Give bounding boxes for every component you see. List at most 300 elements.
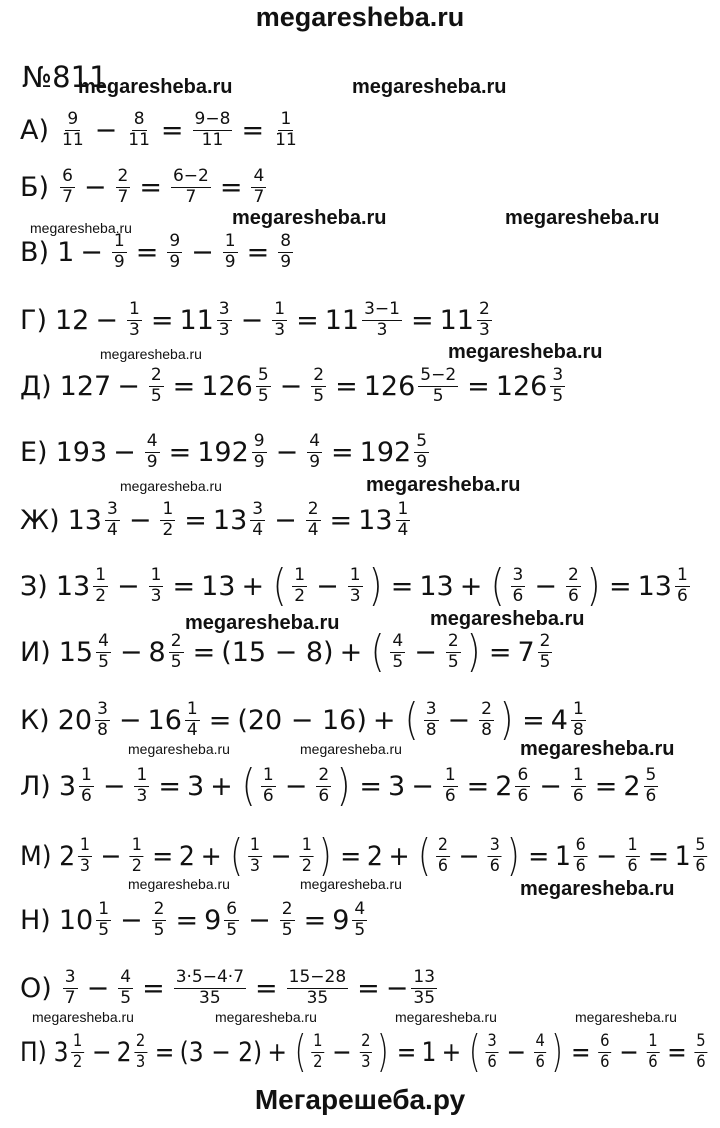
- left-paren: (: [417, 830, 431, 881]
- math-operator: =: [390, 570, 414, 602]
- fraction: [193, 108, 233, 150]
- fraction: [571, 698, 586, 740]
- math-term: 3: [388, 770, 406, 802]
- math-operator: −: [100, 840, 122, 872]
- math-operator: =: [467, 370, 490, 402]
- fraction-numerator: 1: [72, 1030, 83, 1051]
- fraction-numerator: 1: [274, 298, 286, 319]
- math-operator: −: [94, 114, 118, 146]
- fraction-denominator: 2: [162, 519, 174, 540]
- fraction-numerator: 2: [307, 498, 319, 519]
- fraction-numerator: 1: [249, 834, 261, 855]
- math-term: 13: [419, 570, 454, 602]
- parenthesized-group: [415, 830, 522, 881]
- fraction: [348, 564, 363, 606]
- fraction-denominator: 35: [413, 987, 436, 1008]
- math-operator: =: [168, 436, 192, 468]
- math-term: 126: [201, 370, 253, 402]
- fraction-numerator: 1: [162, 498, 174, 519]
- math-operator: −: [248, 904, 271, 936]
- math-term: 1: [554, 840, 571, 872]
- fraction-numerator: 1: [79, 834, 90, 855]
- math-operator: =: [219, 171, 243, 203]
- math-operator: −: [117, 370, 140, 402]
- fraction-numerator: 2: [281, 898, 293, 919]
- right-paren: ): [319, 830, 332, 881]
- fraction-numerator: 1: [648, 1030, 658, 1051]
- fraction-numerator: 4: [98, 630, 109, 651]
- fraction: [250, 498, 265, 540]
- fraction-denominator: 4: [186, 719, 198, 740]
- math-operator: =: [303, 904, 327, 936]
- fraction-denominator: 5: [153, 919, 165, 940]
- fraction: [160, 498, 175, 540]
- fraction: [79, 764, 94, 806]
- math-expression: [57, 694, 589, 745]
- fraction-denominator: 6: [676, 585, 688, 606]
- fraction-numerator: 1: [627, 834, 638, 855]
- fraction-numerator: 4: [354, 898, 366, 919]
- fraction-denominator: 8: [481, 719, 492, 740]
- fraction-denominator: 5: [120, 987, 132, 1008]
- line-label: И): [20, 636, 51, 668]
- fraction-denominator: 3: [361, 1051, 371, 1072]
- math-operator: −: [447, 704, 471, 736]
- fraction: [566, 564, 581, 606]
- math-term: 126: [495, 370, 548, 402]
- fraction-numerator: 3: [64, 966, 76, 987]
- parenthesized-group: [270, 560, 385, 611]
- parenthesized-group: [368, 626, 483, 677]
- fraction-numerator: 6: [62, 165, 73, 186]
- fraction: [477, 298, 492, 340]
- fraction-denominator: 8: [572, 719, 584, 740]
- math-operator: =: [241, 114, 265, 146]
- math-term: 192: [197, 436, 249, 468]
- math-operator: +: [267, 1036, 287, 1068]
- fraction-denominator: 6: [487, 1051, 497, 1072]
- fraction: [152, 898, 167, 940]
- right-paren: ): [466, 626, 481, 677]
- line-label: П): [20, 1036, 47, 1068]
- fraction-denominator: 6: [627, 855, 638, 876]
- site-footer: Мегарешеба.ру: [254, 1084, 466, 1115]
- math-operator: =: [150, 304, 174, 336]
- math-expression: [53, 1026, 710, 1077]
- fraction-denominator: 5: [392, 651, 404, 672]
- math-operator: −: [458, 840, 480, 872]
- math-operator: =: [359, 770, 382, 802]
- watermark: megaresheba.ru: [100, 346, 202, 362]
- right-paren: ): [377, 1026, 390, 1077]
- math-operator: =: [667, 1036, 687, 1068]
- fraction-numerator: 2: [447, 630, 459, 651]
- fraction-denominator: 9: [146, 451, 158, 472]
- fraction-numerator: 1: [280, 108, 292, 129]
- fraction-numerator: 2: [117, 165, 129, 186]
- fraction: [251, 165, 266, 207]
- fraction: [149, 364, 164, 406]
- fraction-denominator: 6: [444, 785, 456, 806]
- line-label: Е): [20, 436, 48, 468]
- fraction-denominator: 9: [253, 451, 265, 472]
- fraction: [145, 430, 160, 472]
- math-operator: +: [372, 704, 396, 736]
- math-operator: =: [410, 304, 434, 336]
- fraction: [273, 108, 299, 150]
- math-operator: =: [172, 370, 196, 402]
- math-expression: [55, 298, 495, 340]
- math-term: 13: [358, 504, 393, 536]
- fraction: [95, 698, 110, 740]
- fraction-numerator: 5: [257, 364, 269, 385]
- solution-line: [20, 756, 661, 816]
- fraction: [675, 564, 690, 606]
- problem-number: №811: [22, 60, 108, 94]
- math-operator: =: [357, 972, 380, 1004]
- fraction-numerator: 8: [280, 230, 292, 251]
- math-operator: −: [86, 972, 110, 1004]
- fraction-denominator: 9: [309, 451, 321, 472]
- fraction-numerator: 6: [600, 1030, 610, 1051]
- math-term: 13: [212, 504, 248, 536]
- fraction-numerator: 1: [444, 764, 456, 785]
- math-operator: −: [80, 236, 103, 268]
- math-operator: −: [128, 504, 152, 536]
- math-operator: −: [274, 504, 297, 536]
- parenthesized-group: [239, 760, 354, 811]
- fraction: [311, 364, 326, 406]
- fraction-denominator: 5: [432, 385, 444, 406]
- fraction-denominator: 5: [150, 385, 162, 406]
- math-expression: [57, 165, 269, 207]
- watermark: megaresheba.ru: [575, 1009, 677, 1025]
- fraction-denominator: 6: [262, 785, 274, 806]
- left-paren: (: [241, 760, 256, 811]
- fraction-denominator: 7: [62, 186, 73, 207]
- fraction-denominator: 4: [252, 519, 264, 540]
- fraction-numerator: 2: [313, 364, 325, 385]
- math-operator: =: [571, 1036, 591, 1068]
- fraction: [112, 230, 127, 272]
- fraction-numerator: 9: [67, 108, 79, 129]
- fraction-denominator: 5: [257, 385, 269, 406]
- fraction-numerator: 1: [301, 834, 312, 855]
- line-label: З): [20, 570, 48, 602]
- fraction: [306, 498, 321, 540]
- fraction-numerator: 1: [113, 230, 125, 251]
- fraction-numerator: 6: [575, 834, 586, 855]
- math-operator: −: [284, 770, 308, 802]
- math-operator: =: [594, 770, 618, 802]
- line-label: В): [20, 236, 50, 268]
- fraction-denominator: 6: [572, 785, 584, 806]
- fraction: [488, 834, 502, 876]
- math-term: 11: [439, 304, 474, 336]
- fraction-numerator: 2: [478, 298, 490, 319]
- math-operator: −: [95, 304, 118, 336]
- math-term: −: [385, 972, 409, 1004]
- fraction-denominator: 6: [437, 855, 449, 876]
- fraction-numerator: 3·5−4·7: [175, 966, 245, 987]
- fraction: [60, 108, 86, 150]
- math-operator: +: [388, 840, 410, 872]
- fraction-numerator: 1: [397, 498, 409, 519]
- math-operator: =: [522, 704, 545, 736]
- math-operator: =: [172, 570, 196, 602]
- fraction-denominator: 6: [535, 1051, 545, 1072]
- fraction-denominator: 6: [512, 585, 524, 606]
- math-operator: −: [191, 236, 214, 268]
- left-paren: (: [370, 626, 385, 677]
- math-term: 11: [179, 304, 214, 336]
- watermark: megaresheba.ru: [520, 878, 675, 900]
- math-term: 2: [178, 840, 195, 872]
- math-operator: =: [528, 840, 550, 872]
- math-term: 127: [59, 370, 112, 402]
- watermark: megaresheba.ru: [32, 1009, 134, 1025]
- fraction: [316, 764, 331, 806]
- math-operator: −: [275, 436, 299, 468]
- fraction-denominator: 8: [97, 719, 108, 740]
- line-label: К): [20, 704, 50, 736]
- fraction: [550, 364, 565, 406]
- fraction: [418, 364, 458, 406]
- fraction-denominator: 6: [81, 785, 92, 806]
- site-header: megaresheba.ru: [255, 2, 465, 32]
- math-expression: [55, 430, 432, 472]
- fraction: [272, 298, 287, 340]
- parenthesized-group: [488, 560, 603, 611]
- line-label: Л): [20, 770, 51, 802]
- math-operator: −: [91, 1036, 112, 1068]
- fraction-numerator: 1: [186, 698, 198, 719]
- fraction: [223, 230, 238, 272]
- watermark: megaresheba.ru: [215, 1009, 317, 1025]
- fraction-denominator: 5: [354, 919, 366, 940]
- math-operator: +: [241, 570, 265, 602]
- fraction-numerator: 1: [98, 898, 110, 919]
- fraction-denominator: 3: [249, 855, 261, 876]
- right-paren: ): [551, 1026, 564, 1077]
- math-operator: =: [255, 972, 278, 1004]
- fraction-denominator: 7: [185, 186, 197, 207]
- fraction-numerator: 1: [294, 564, 306, 585]
- fraction-denominator: 4: [106, 519, 118, 540]
- line-label: Б): [20, 171, 50, 203]
- fraction-numerator: 3: [487, 1030, 497, 1051]
- fraction: [171, 165, 211, 207]
- fraction-denominator: 5: [226, 919, 238, 940]
- math-expression: [55, 560, 693, 611]
- fraction: [644, 764, 659, 806]
- solution-line: [20, 490, 413, 550]
- line-label: Н): [20, 904, 51, 936]
- math-term: 12: [55, 304, 90, 336]
- fraction-denominator: 5: [98, 651, 109, 672]
- fraction-denominator: 5: [539, 651, 551, 672]
- fraction-denominator: 9: [113, 251, 125, 272]
- math-operator: =: [175, 904, 199, 936]
- fraction-denominator: 3: [349, 585, 361, 606]
- watermark: megaresheba.ru: [395, 1009, 497, 1025]
- math-term: 16: [147, 704, 182, 736]
- fraction-denominator: 11: [201, 129, 224, 150]
- math-operator: =: [158, 770, 181, 802]
- fraction: [252, 430, 267, 472]
- fraction-numerator: 3: [489, 834, 500, 855]
- math-operator: =: [246, 236, 270, 268]
- fraction: [261, 764, 276, 806]
- fraction-denominator: 9: [169, 251, 181, 272]
- line-label: М): [20, 840, 52, 872]
- fraction-numerator: 9: [169, 230, 181, 251]
- fraction: [217, 298, 232, 340]
- watermark: megaresheba.ru: [300, 876, 402, 892]
- fraction-numerator: 2: [361, 1030, 371, 1051]
- math-operator: +: [459, 570, 483, 602]
- fraction-denominator: 6: [575, 855, 586, 876]
- fraction-numerator: 5−2: [420, 364, 457, 385]
- math-operator: =: [466, 770, 490, 802]
- math-term: 192: [359, 436, 412, 468]
- fraction: [224, 898, 239, 940]
- line-label: Г): [20, 304, 47, 336]
- fraction: [626, 834, 640, 876]
- fraction: [300, 834, 314, 876]
- math-term: 1: [421, 1036, 437, 1068]
- math-operator: −: [83, 171, 107, 203]
- fraction: [359, 1030, 372, 1072]
- right-paren: ): [368, 560, 383, 611]
- fraction-numerator: 3: [218, 298, 230, 319]
- fraction-denominator: 6: [517, 785, 529, 806]
- fraction-numerator: 4: [253, 165, 265, 186]
- fraction: [149, 564, 164, 606]
- fraction-numerator: 15−28: [288, 966, 347, 987]
- math-operator: −: [119, 636, 143, 668]
- fraction-numerator: 6: [226, 898, 238, 919]
- math-term: 126: [363, 370, 416, 402]
- math-operator: +: [339, 636, 363, 668]
- fraction: [118, 966, 133, 1008]
- fraction-denominator: 11: [128, 129, 150, 150]
- fraction-numerator: 6−2: [172, 165, 209, 186]
- math-operator: =: [396, 1036, 417, 1068]
- math-operator: =: [488, 636, 512, 668]
- fraction: [486, 1030, 499, 1072]
- fraction: [695, 1030, 708, 1072]
- fraction: [574, 834, 588, 876]
- fraction: [443, 764, 458, 806]
- math-operator: =: [647, 840, 670, 872]
- fraction-denominator: 4: [307, 519, 319, 540]
- fraction: [256, 364, 271, 406]
- math-operator: =: [331, 436, 354, 468]
- fraction: [78, 834, 92, 876]
- math-term: 3: [58, 770, 77, 802]
- math-term: (15 − 8): [221, 636, 334, 668]
- math-operator: =: [608, 570, 632, 602]
- math-operator: −: [113, 436, 136, 468]
- math-operator: −: [118, 704, 142, 736]
- math-term: 1: [57, 236, 75, 268]
- fraction-numerator: 2: [481, 698, 492, 719]
- fraction-denominator: 2: [294, 585, 306, 606]
- fraction-denominator: 6: [695, 855, 706, 876]
- math-operator: =: [335, 370, 358, 402]
- math-operator: =: [340, 840, 362, 872]
- math-expression: [67, 498, 414, 540]
- fraction-denominator: 6: [696, 1051, 706, 1072]
- fraction: [185, 698, 200, 740]
- fraction-numerator: 1: [136, 764, 148, 785]
- fraction-denominator: 2: [131, 855, 142, 876]
- math-operator: −: [117, 570, 140, 602]
- fraction-denominator: 6: [318, 785, 330, 806]
- fraction: [598, 1030, 611, 1072]
- line-label: Д): [20, 370, 52, 402]
- math-expression: [59, 364, 569, 406]
- math-operator: −: [102, 770, 126, 802]
- fraction-denominator: 7: [253, 186, 265, 207]
- fraction: [362, 298, 402, 340]
- fraction-numerator: 1: [95, 564, 107, 585]
- fraction-denominator: 35: [199, 987, 221, 1008]
- fraction-numerator: 5: [645, 764, 657, 785]
- fraction: [280, 898, 295, 940]
- fraction-denominator: 2: [313, 1051, 323, 1072]
- watermark: megaresheba.ru: [120, 478, 222, 494]
- math-operator: −: [332, 1036, 352, 1068]
- math-operator: −: [240, 304, 264, 336]
- math-term: 2: [116, 1036, 132, 1068]
- math-operator: =: [152, 840, 174, 872]
- fraction: [424, 698, 439, 740]
- fraction: [287, 966, 349, 1008]
- fraction: [63, 966, 78, 1008]
- math-term: 13: [637, 570, 672, 602]
- watermark: megaresheba.ru: [520, 738, 675, 760]
- math-term: 13: [55, 570, 91, 602]
- math-operator: −: [279, 370, 303, 402]
- math-term: 9: [204, 904, 222, 936]
- fraction: [511, 564, 526, 606]
- fraction-denominator: 3: [128, 319, 140, 340]
- fraction-numerator: 3: [252, 498, 264, 519]
- fraction-denominator: 7: [117, 186, 129, 207]
- solution-line: [20, 1022, 710, 1082]
- fraction: [436, 834, 450, 876]
- fraction-numerator: 5: [696, 1030, 706, 1051]
- math-term: 2: [366, 840, 383, 872]
- fraction-numerator: 1: [224, 230, 236, 251]
- math-operator: =: [208, 704, 232, 736]
- math-operator: −: [506, 1036, 526, 1068]
- solution-line: [20, 556, 693, 616]
- math-term: 4: [550, 704, 568, 736]
- right-paren: ): [499, 694, 514, 745]
- fraction-denominator: 3: [150, 585, 162, 606]
- watermark: megaresheba.ru: [448, 341, 603, 363]
- solution-line: [20, 290, 495, 350]
- math-operator: −: [316, 570, 339, 602]
- fraction-numerator: 3: [425, 698, 437, 719]
- watermark: megaresheba.ru: [30, 220, 132, 236]
- fraction-denominator: 11: [275, 129, 297, 150]
- math-expression: [58, 898, 370, 940]
- fraction: [127, 298, 142, 340]
